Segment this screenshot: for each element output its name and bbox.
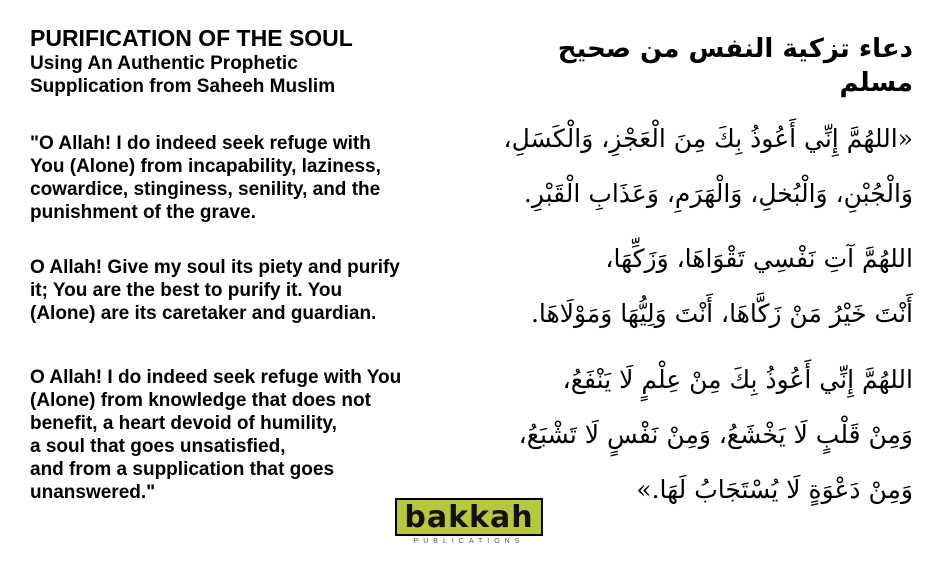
arabic-line-5: اللهُمَّ إِنِّي أَعُوذُ بِكَ مِنْ عِلْمٍ لَا يَنْفَعُ، bbox=[562, 365, 913, 394]
arabic-line-4: أَنْتَ خَيْرُ مَنْ زَكَّاهَا، أَنْتَ وَلِيُّهَا وَمَوْلَاهَا. bbox=[530, 299, 913, 328]
arabic-line-3: اللهُمَّ آتِ نَفْسِي تَقْوَاهَا، وَزَكِّهَا، bbox=[605, 244, 913, 273]
bakkah-logo bbox=[395, 498, 543, 545]
arabic-title: دعاء تزكية النفس من صحيح مسلم bbox=[557, 34, 913, 98]
arabic-line-7: وَمِنْ دَعْوَةٍ لَا يُسْتَجَابُ لَهَا.» bbox=[636, 475, 913, 504]
arabic-line-1: «اللهُمَّ إِنِّي أَعُوذُ بِكَ مِنَ الْعَجْزِ، وَالْكَسَلِ، bbox=[503, 124, 913, 153]
logo-tagline: PUBLICATIONS bbox=[413, 538, 525, 545]
logo-name: bakkah bbox=[404, 499, 534, 535]
english-column bbox=[30, 24, 470, 503]
english-subtitle-line-2: Supplication from Saheeh Muslim bbox=[30, 76, 336, 97]
arabic-column bbox=[483, 32, 913, 504]
arabic-line-2: وَالْجُبْنِ، وَالْبُخلِ، وَالْهَرَمِ، وَعَذَابِ الْقَبْرِ. bbox=[523, 179, 913, 208]
english-paragraph-1: "O Allah! I do indeed seek refuge with You (Alone) from incapability, laziness, cowardice, stinginess, senility, and the punishment of the grave. bbox=[30, 133, 381, 223]
english-subtitle-line-1: Using An Authentic Prophetic bbox=[30, 53, 298, 74]
logo-box bbox=[395, 498, 543, 536]
english-paragraph-2: O Allah! Give my soul its piety and purify it; You are the best to purify it. You (Alone) are its caretaker and guardian. bbox=[30, 257, 400, 324]
arabic-line-6: وَمِنْ قَلْبٍ لَا يَخْشَعُ، وَمِنْ نَفْسٍ لَا تَشْبَعُ، bbox=[518, 420, 913, 449]
english-title: PURIFICATION OF THE SOUL bbox=[30, 25, 353, 51]
english-paragraph-3: O Allah! I do indeed seek refuge with You (Alone) from knowledge that does not benefit, a heart devoid of humility, a soul that goes unsatisfied, and from a supplication that goes unanswered." bbox=[30, 367, 402, 503]
